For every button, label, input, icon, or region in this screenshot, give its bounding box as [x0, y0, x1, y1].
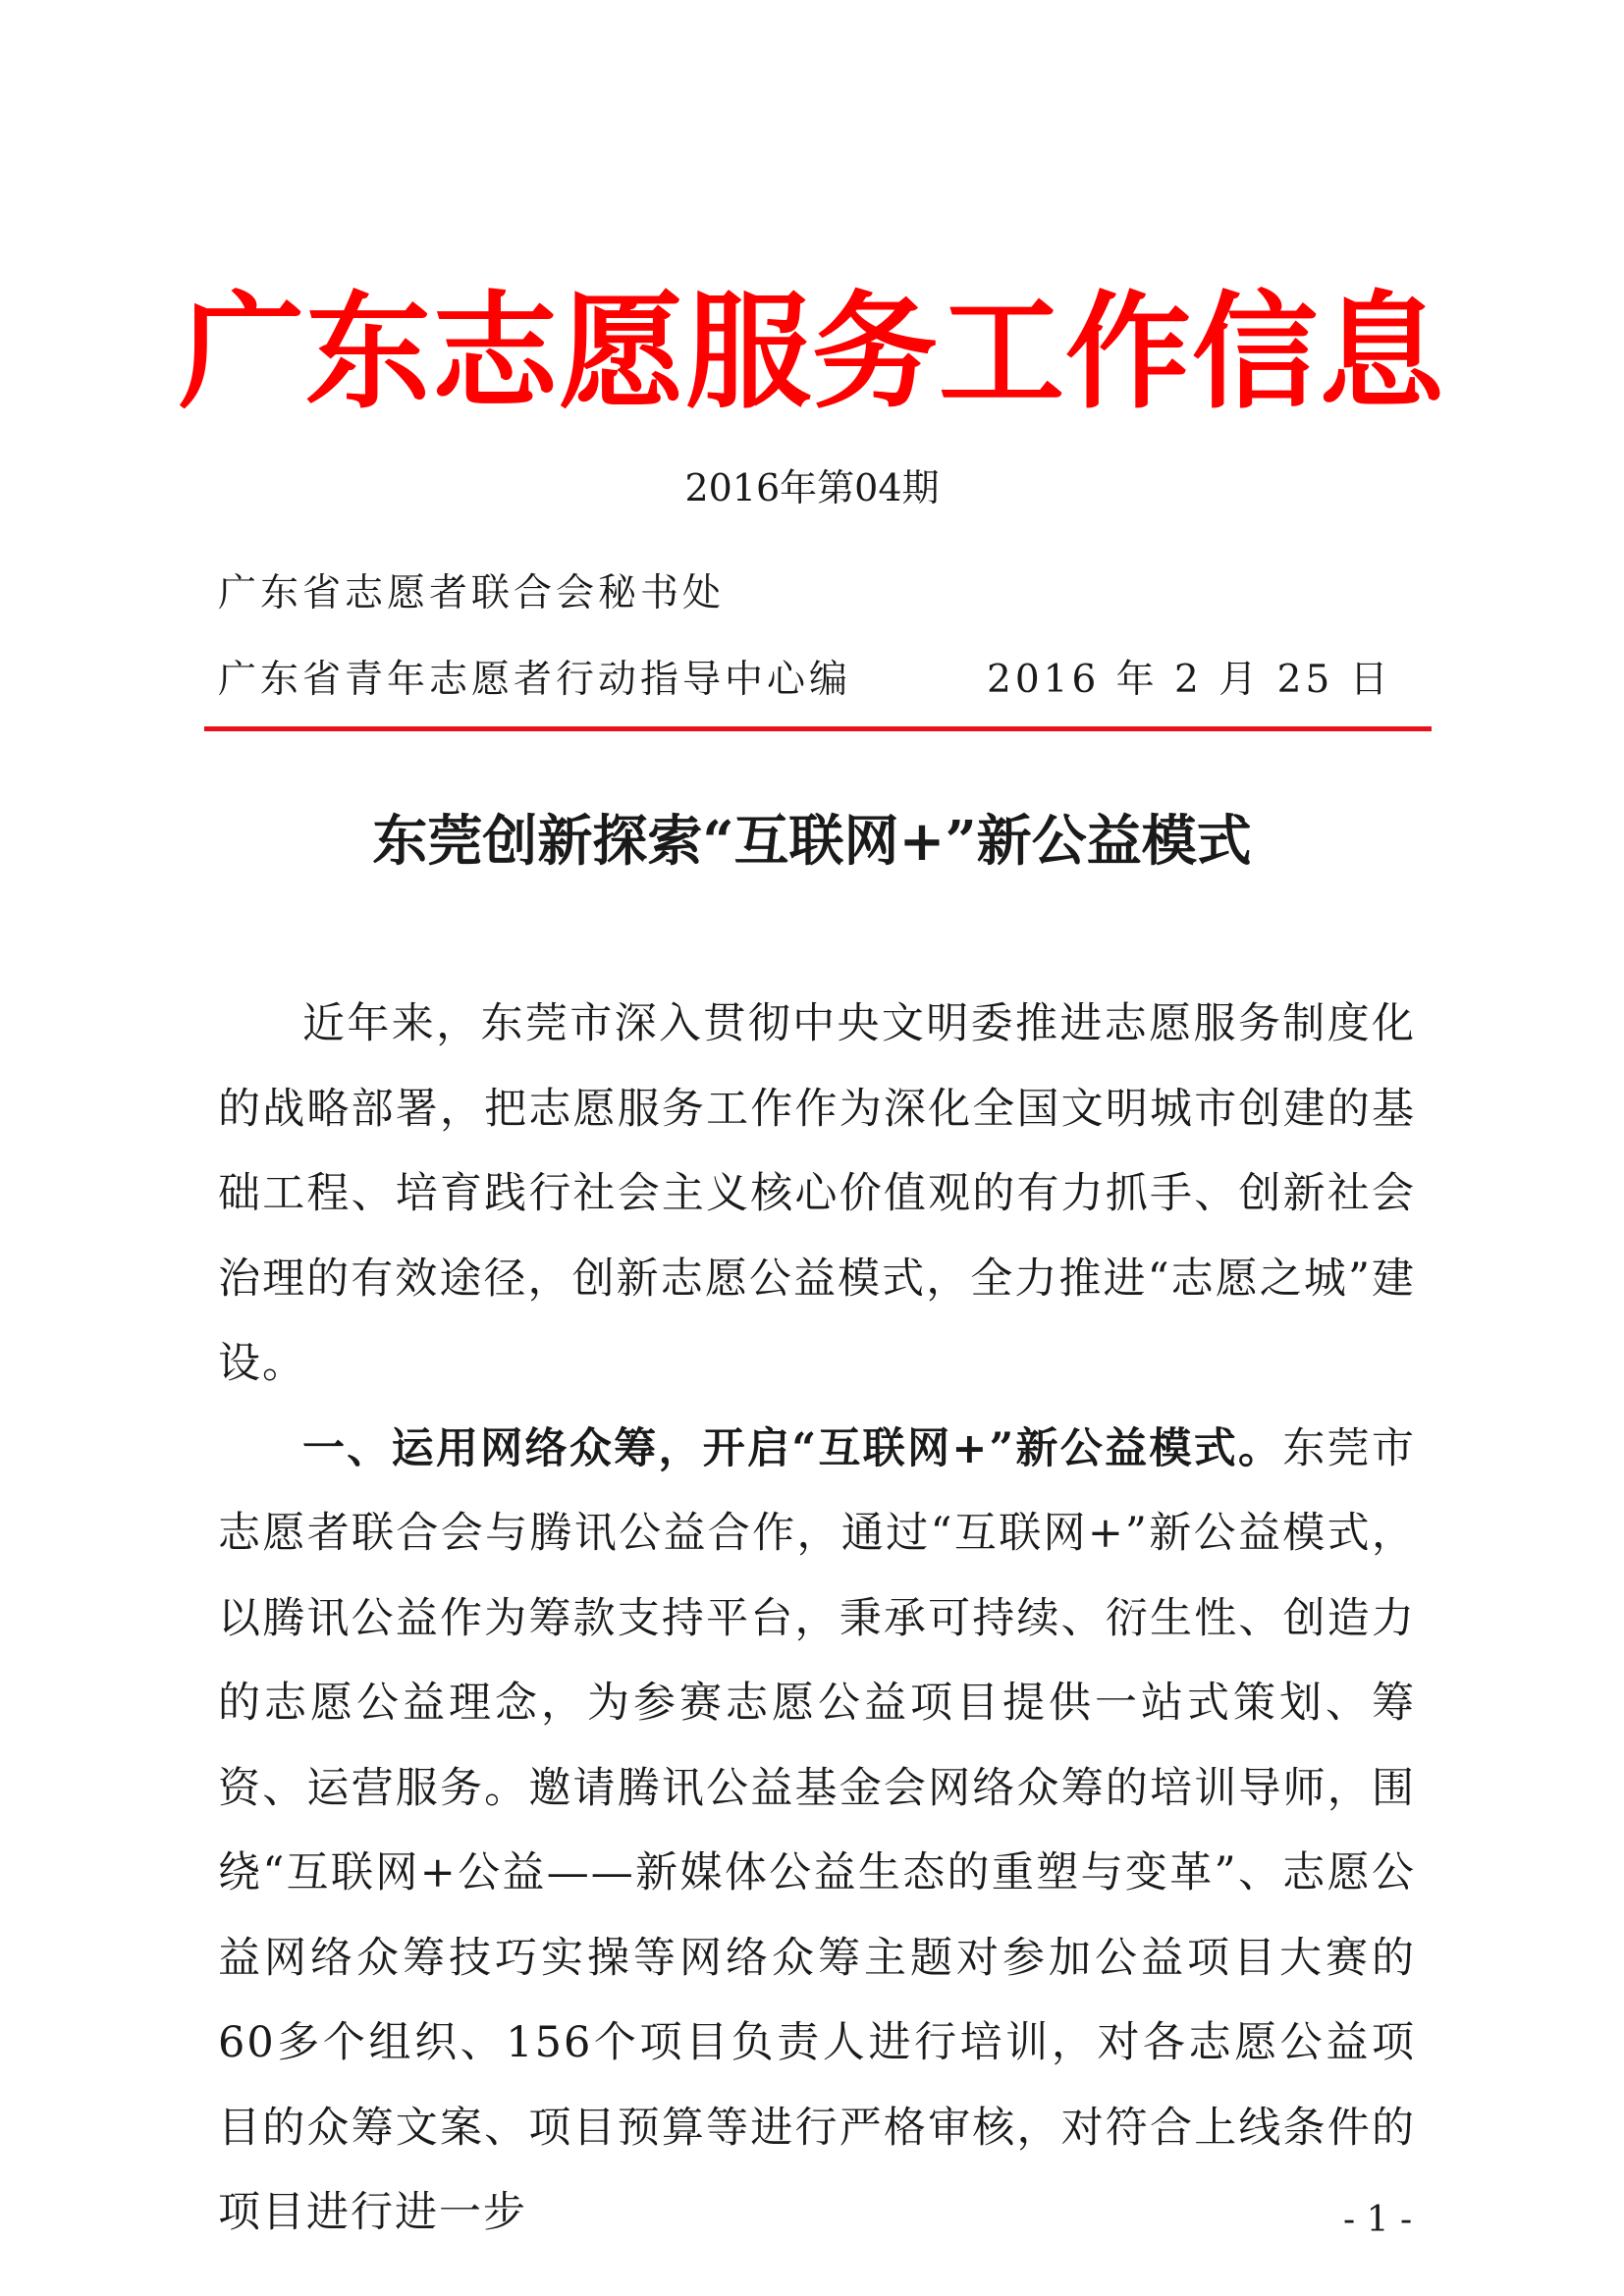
article-title: 东莞创新探索“互联网+”新公益模式 [372, 809, 1252, 874]
article-body [218, 982, 1416, 2256]
publisher-line-2: 广东省青年志愿者行动指导中心编 [218, 658, 852, 702]
publication-date: 2016 年 2 月 25 日 [987, 658, 1392, 702]
issue-number: 2016年第04期 [684, 466, 940, 509]
paragraph-text: 近年来，东莞市深入贯彻中央文明委推进志愿服务制度化的战略部署，把志愿服务工作作为深化全国文明城市创建的基础工程、培育践行社会主义核心价值观的有力抓手、创新社会治理的有效途径，创新志愿公益模式，全力推进“志愿之城”建设。 [218, 999, 1416, 1388]
paragraph [218, 982, 1416, 1407]
paragraph [218, 1407, 1416, 2256]
publisher-line-1: 广东省志愿者联合会秘书处 [218, 571, 726, 615]
red-divider [204, 726, 1432, 731]
paragraph-text: 东莞市志愿者联合会与腾讯公益合作，通过“互联网+”新公益模式，以腾讯公益作为筹款支持平台，秉承可持续、衍生性、创造力的志愿公益理念，为参赛志愿公益项目提供一站式策划、筹资、运营服务。邀请腾讯公益基金会网络众筹的培训导师，围绕“互联网+公益——新媒体公益生态的重塑与变革”、志愿公益网络众筹技巧实操等网络众筹主题对参加公益项目大赛的60多个组织、156个项目负责人进行培训，对各志愿公益项目的众筹文案、项目预算等进行严格审核，对符合上线条件的项目进行进一步 [218, 1423, 1416, 2237]
paragraph-lead: 一、运用网络众筹，开启“互联网+”新公益模式。 [302, 1423, 1283, 1473]
masthead-title: 广东志愿服务工作信息 [178, 280, 1445, 426]
page-number: - 1 - [1343, 2200, 1413, 2240]
